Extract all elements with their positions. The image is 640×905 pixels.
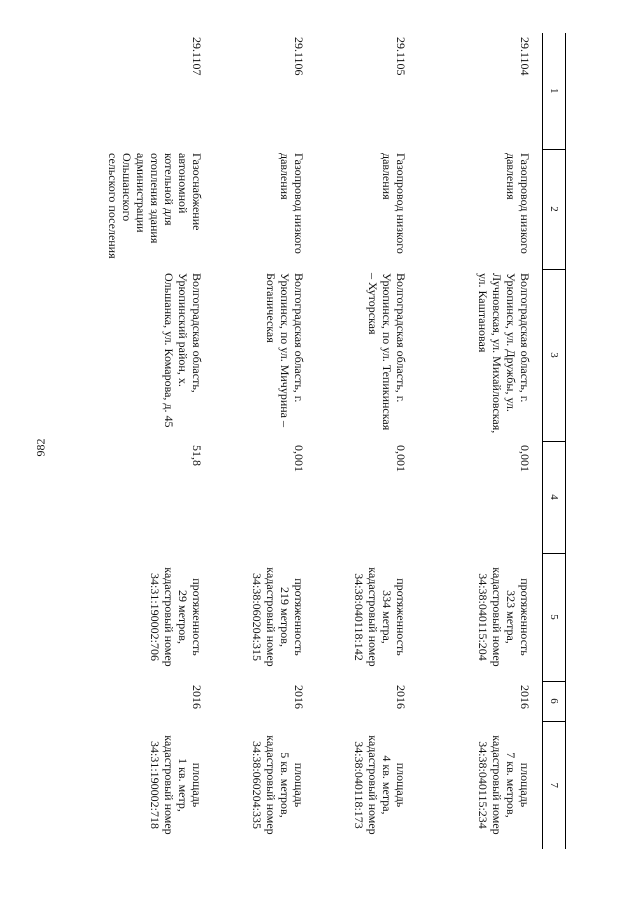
length-line: протяженность [190, 578, 204, 656]
length-line: 323 метра, [504, 590, 518, 644]
area-line: 1 кв. метр, [176, 758, 190, 812]
cell-address: Волгоградская область, г. Урюпинск, по ул. Мичурина – Ботаническая [264, 273, 306, 428]
area-line: площадь [518, 762, 532, 808]
column-header: 3 [543, 269, 566, 441]
length-line: протяженность [394, 578, 408, 656]
area-line: площадь [394, 762, 408, 808]
rotated-page-content [90, 33, 566, 849]
cell-year: 2016 [292, 685, 306, 709]
length-line: 34:31:190002:706 [148, 572, 162, 661]
length-line: 334 метра, [380, 590, 394, 644]
cell-value: 0,001 [394, 445, 408, 472]
area-line: 34:31:190002:718 [148, 740, 162, 829]
area-line: 34:38:060204:335 [250, 740, 264, 829]
cell-value: 0,001 [292, 445, 306, 472]
table-row [316, 33, 418, 849]
table-row [214, 33, 316, 849]
cell-name: Газоснабжение автономной котельной для отопления здания администрации Ольшанского сельского поселения [106, 153, 204, 259]
length-line: кадастровый номер [490, 567, 504, 667]
area-line: 34:38:040115:234 [476, 741, 490, 829]
table-row [90, 33, 214, 849]
cell-address: Волгоградская область, Урюпинский район, х. Ольшанка, ул. Комарова, д. 45 [162, 273, 204, 428]
length-line: 34:38:040118:142 [352, 573, 366, 661]
cell-area [418, 721, 543, 849]
header-row [543, 33, 566, 849]
area-line: кадастровый номер [366, 735, 380, 835]
cell-name: Газопровод низкого давления [380, 153, 408, 254]
column-header: 7 [543, 721, 566, 849]
column-header: 5 [543, 553, 566, 681]
cell-number: 29.1107 [190, 37, 204, 76]
length-line: кадастровый номер [162, 567, 176, 667]
cell-length [214, 553, 316, 681]
column-header: 1 [543, 33, 566, 149]
property-table [90, 33, 566, 849]
area-line: 7 кв. метров, [504, 752, 518, 818]
cell-address: Волгоградская область, г. Урюпинск, по ул. Тепикинская – Хуторская [366, 273, 408, 431]
cell-address: Волгоградская область, г. Урюпинск, ул. Дружбы, ул. Лучновская, ул. Михайловская, ул. Каштановая [476, 273, 532, 434]
table-row [418, 33, 543, 849]
column-header: 2 [543, 149, 566, 269]
cell-value: 51,8 [190, 445, 204, 466]
cell-value: 0,001 [518, 445, 532, 472]
length-line: кадастровый номер [264, 567, 278, 667]
length-line: 34:38:040115:204 [476, 573, 490, 661]
length-line: протяженность [292, 578, 306, 656]
cell-number: 29.1106 [292, 37, 306, 76]
length-line: 29 метров, [176, 590, 190, 644]
cell-area [90, 721, 214, 849]
cell-length [418, 553, 543, 681]
page-number: 982 [33, 438, 48, 457]
cell-name: Газопровод низкого давления [278, 153, 306, 254]
length-line: протяженность [518, 578, 532, 656]
area-line: кадастровый номер [162, 735, 176, 835]
area-line: площадь [292, 762, 306, 808]
cell-number: 29.1104 [518, 37, 532, 76]
area-line: кадастровый номер [264, 735, 278, 835]
area-line: 34:38:040118:173 [352, 741, 366, 829]
cell-year: 2016 [518, 685, 532, 709]
column-header: 6 [543, 681, 566, 721]
cell-length [90, 553, 214, 681]
area-line: 5 кв. метров, [278, 752, 292, 818]
area-line: кадастровый номер [490, 735, 504, 835]
cell-length [316, 553, 418, 681]
length-line: кадастровый номер [366, 567, 380, 667]
length-line: 34:38:060204:315 [250, 572, 264, 661]
cell-area [316, 721, 418, 849]
cell-year: 2016 [190, 685, 204, 709]
area-line: 4 кв. метра, [380, 755, 394, 815]
cell-number: 29.1105 [394, 37, 408, 76]
cell-area [214, 721, 316, 849]
column-header: 4 [543, 441, 566, 553]
area-line: площадь [190, 762, 204, 808]
length-line: 219 метров, [278, 587, 292, 647]
cell-name: Газопровод низкого давления [504, 153, 532, 254]
cell-year: 2016 [394, 685, 408, 709]
